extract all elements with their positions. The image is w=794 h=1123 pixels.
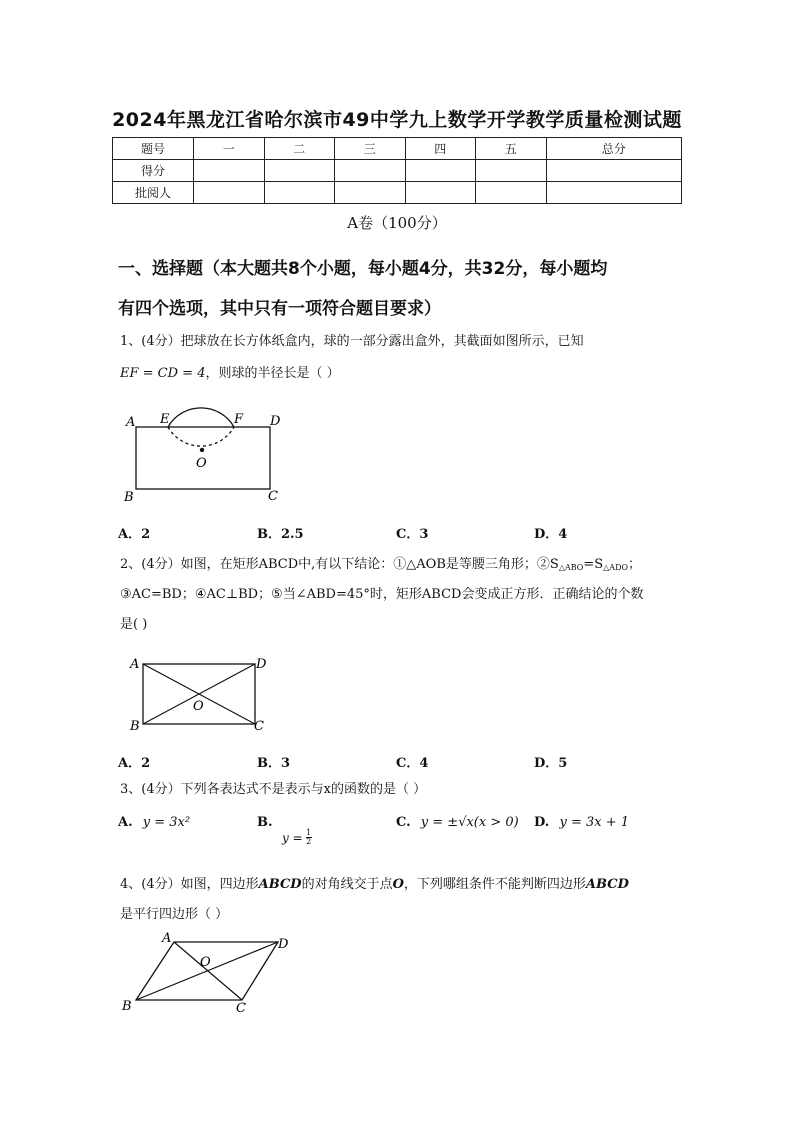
ball-arc-top — [168, 408, 234, 427]
label-o: O — [196, 456, 207, 471]
question-1-choice-d[interactable]: D．4 — [534, 527, 568, 542]
table-cell[interactable] — [546, 160, 682, 182]
question-2-line-3: 是( ) — [120, 617, 148, 632]
score-table-grader-row — [113, 182, 682, 204]
question-1-choice-a[interactable]: A．2 — [118, 527, 151, 542]
question-1-figure — [118, 405, 298, 505]
table-cell: 得分 — [113, 160, 194, 182]
question-4-figure — [118, 930, 298, 1018]
table-cell: 四 — [405, 138, 476, 160]
question-4-line-1 — [120, 877, 690, 893]
question-3-choice-c[interactable] — [396, 815, 519, 830]
fraction — [306, 829, 312, 846]
label-a: A — [126, 415, 136, 430]
label-e: E — [160, 412, 170, 427]
table-cell: 总分 — [546, 138, 682, 160]
page-title: 2024年黑龙江省哈尔滨市49中学九上数学开学教学质量检测试题 — [112, 109, 682, 131]
question-1-text — [120, 334, 690, 350]
question-1-formula: EF = CD = 4 — [120, 366, 206, 381]
denominator: 2 — [306, 837, 312, 846]
expression-prefix: y = — [282, 830, 303, 845]
label-o: O — [193, 699, 204, 714]
question-1-stem-end: ，则球的半径长是（ ） — [205, 366, 340, 381]
question-2-choice-a[interactable]: A．2 — [118, 756, 151, 771]
question-2-choice-c[interactable]: C．4 — [396, 756, 429, 771]
label-d: D — [270, 414, 281, 429]
score-table — [112, 137, 682, 204]
semicolon: ； — [628, 557, 642, 572]
table-cell[interactable] — [335, 182, 406, 204]
choice-letter: C. — [396, 815, 411, 830]
question-1-stem: 1、(4分）把球放在长方体纸盒内，球的一部分露出盒外，其截面如图所示，已知 — [120, 334, 584, 349]
label-d: D — [256, 657, 267, 672]
quad-name: ABCD — [585, 877, 629, 892]
subscript-abo: △ABO — [558, 563, 584, 572]
question-3-choice-b[interactable] — [257, 815, 273, 830]
score-table-header-row — [113, 138, 682, 160]
label-a: A — [162, 931, 172, 946]
label-o: O — [200, 955, 211, 970]
label-b: B — [124, 490, 134, 505]
label-c: C — [268, 489, 278, 504]
question-1-choice-b[interactable]: B．2.5 — [257, 527, 304, 542]
question-2-stem: 2、(4分）如图，在矩形ABCD中,有以下结论：①△AOB是等腰三角形；②S — [120, 557, 559, 572]
choice-letter: A. — [118, 815, 133, 830]
question-3-choice-d[interactable] — [534, 815, 629, 830]
table-cell[interactable] — [264, 182, 335, 204]
question-4-stem-mid-2: ，下列哪组条件不能判断四边形 — [403, 877, 586, 892]
table-cell: 二 — [264, 138, 335, 160]
label-b: B — [130, 719, 140, 734]
ball-arc-dashed — [168, 427, 234, 446]
table-cell: 一 — [194, 138, 265, 160]
label-d: D — [278, 937, 289, 952]
question-2-choice-d[interactable]: D．5 — [534, 756, 568, 771]
question-1-text-line-2 — [120, 366, 690, 382]
label-b: B — [122, 999, 132, 1014]
table-cell[interactable] — [405, 182, 476, 204]
label-c: C — [254, 719, 264, 734]
table-cell[interactable] — [194, 182, 265, 204]
table-cell[interactable] — [264, 160, 335, 182]
question-3-text: 3、(4分）下列各表达式不是表示与x的函数的是（ ） — [120, 782, 427, 797]
question-2-figure — [126, 652, 276, 734]
equals-s: =S — [583, 557, 604, 572]
table-cell: 批阅人 — [113, 182, 194, 204]
question-2-choice-b[interactable]: B．3 — [257, 756, 291, 771]
question-3-choice-a[interactable] — [118, 815, 190, 830]
subscript-ado: △ADO — [603, 563, 629, 572]
choice-letter: D. — [534, 815, 550, 830]
table-cell: 三 — [335, 138, 406, 160]
table-cell: 题号 — [113, 138, 194, 160]
score-table-score-row — [113, 160, 682, 182]
question-2-line-1 — [120, 557, 690, 576]
numerator: 1 — [306, 828, 312, 837]
choice-expression: y = ±√x(x > 0) — [420, 815, 519, 830]
question-1-choice-c[interactable]: C．3 — [396, 527, 429, 542]
question-4-line-2: 是平行四边形（ ） — [120, 907, 229, 922]
question-4-stem: 4、(4分）如图，四边形 — [120, 877, 259, 892]
question-3-choice-b-expression — [282, 829, 312, 846]
point-o: O — [392, 877, 404, 892]
quad-name: ABCD — [258, 877, 302, 892]
choice-letter: B. — [257, 815, 273, 830]
table-cell[interactable] — [405, 160, 476, 182]
diagonal-bd — [136, 942, 278, 1000]
center-point — [200, 448, 204, 452]
label-a: A — [130, 657, 140, 672]
label-f: F — [234, 412, 244, 427]
label-c: C — [236, 1001, 246, 1016]
question-2-line-2: ③AC=BD；④AC⊥BD；⑤当∠ABD=45°时，矩形ABCD会变成正方形．正确结论的个数 — [120, 587, 644, 602]
table-cell[interactable] — [546, 182, 682, 204]
section-heading-line-1: 一、选择题（本大题共8个小题，每小题4分，共32分，每小题均 — [118, 259, 608, 279]
table-cell[interactable] — [476, 182, 547, 204]
table-cell[interactable] — [194, 160, 265, 182]
table-cell[interactable] — [335, 160, 406, 182]
volume-heading: A卷（100分） — [347, 214, 447, 232]
table-cell[interactable] — [476, 160, 547, 182]
table-cell: 五 — [476, 138, 547, 160]
question-4-stem-mid: 的对角线交于点 — [301, 877, 393, 892]
choice-expression: y = 3x² — [142, 815, 191, 830]
choice-expression: y = 3x + 1 — [559, 815, 630, 830]
section-heading-line-2: 有四个选项，其中只有一项符合题目要求） — [118, 299, 441, 319]
